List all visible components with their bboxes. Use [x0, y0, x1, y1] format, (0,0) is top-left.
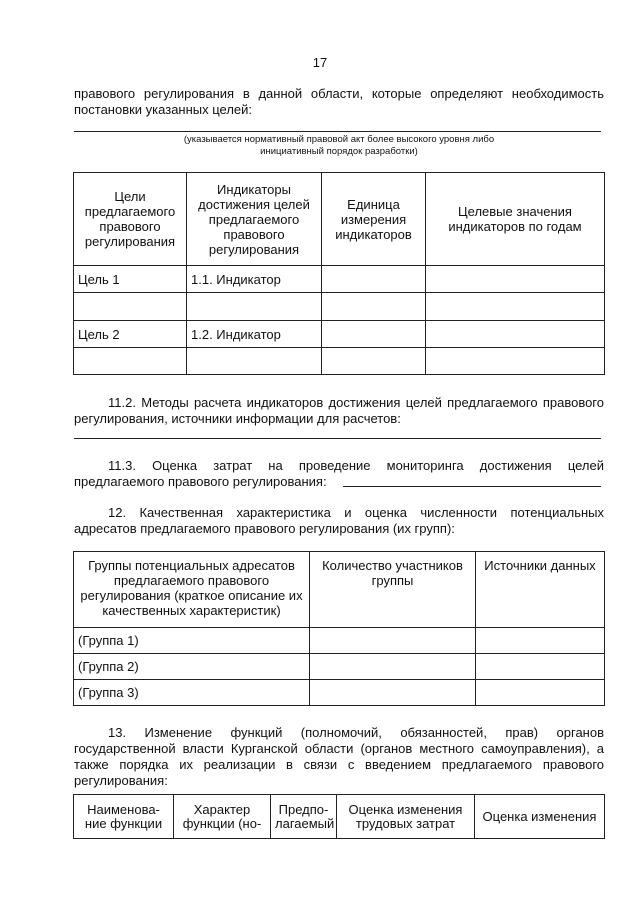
table-cell: (Группа 2) [74, 654, 310, 680]
table-cell [310, 628, 476, 654]
section-11-3: 11.3. Оценка затрат на проведение мониторинга достижения целей предлагаемого правового регулирования: [74, 458, 604, 489]
table-cell [426, 348, 605, 375]
fill-line [343, 486, 601, 487]
section-12: 12. Качественная характеристика и оценка численности потенциальных адресатов предлагаемого правового регулирования (их групп): [74, 505, 604, 536]
page-number: 17 [312, 55, 328, 70]
groups-table [73, 551, 605, 706]
table-cell [322, 321, 426, 348]
goals-table [73, 172, 605, 375]
table-cell [187, 293, 322, 321]
functions-header-labor: Оценка изменения трудовых затрат [337, 795, 475, 839]
functions-header-expected: Предпо- лагаемый [271, 795, 337, 839]
table-cell [426, 293, 605, 321]
table-cell [74, 348, 187, 375]
goals-header-indicator: Индикаторы достижения целей предлагаемого правового регулирования [187, 173, 322, 266]
table-cell [426, 321, 605, 348]
groups-header-sources: Источники данных [476, 552, 605, 628]
table-cell: 1.2. Индикатор [187, 321, 322, 348]
table-cell [322, 348, 426, 375]
table-cell [74, 293, 187, 321]
note-line-1: (указывается нормативный правовой акт более высокого уровня либо [183, 134, 495, 145]
section-13: 13. Изменение функций (полномочий, обязанностей, прав) органов государственной власти Курганской области (органов местного самоуправления), а также порядка их реализации в связи с введением предлагаемого правового регулирования: [74, 725, 604, 788]
table-cell: Цель 1 [74, 266, 187, 293]
table-cell: (Группа 3) [74, 680, 310, 706]
goals-header-unit: Единица измерения индикаторов [322, 173, 426, 266]
fill-line [74, 131, 601, 132]
table-cell [310, 680, 476, 706]
table-cell [426, 266, 605, 293]
note-line-2: инициативный порядок разработки) [260, 146, 418, 157]
groups-header-groups: Группы потенциальных адресатов предлагаемого правового регулирования (краткое описание их качественных характеристик) [74, 552, 310, 628]
table-cell [476, 680, 605, 706]
table-cell [476, 654, 605, 680]
goals-header-target: Целевые значения индикаторов по годам [426, 173, 605, 266]
functions-header-change: Оценка изменения [475, 795, 605, 839]
intro-text: правового регулирования в данной области, которые определяют необходимость постановки указанных целей: [74, 86, 604, 117]
functions-header-character: Характер функции (но- [174, 795, 271, 839]
section-11-2: 11.2. Методы расчета индикаторов достижения целей предлагаемого правового регулирования, источники информации для расчетов: [74, 395, 604, 426]
table-cell: (Группа 1) [74, 628, 310, 654]
functions-table [73, 794, 605, 839]
table-cell [187, 348, 322, 375]
table-cell [310, 654, 476, 680]
table-cell: Цель 2 [74, 321, 187, 348]
table-cell [322, 266, 426, 293]
table-cell [322, 293, 426, 321]
groups-header-count: Количество участников группы [310, 552, 476, 628]
fill-line [74, 438, 601, 439]
table-cell [476, 628, 605, 654]
table-cell: 1.1. Индикатор [187, 266, 322, 293]
goals-header-goal: Цели предлагаемого правового регулирования [74, 173, 187, 266]
functions-header-name: Наименова- ние функции [74, 795, 174, 839]
